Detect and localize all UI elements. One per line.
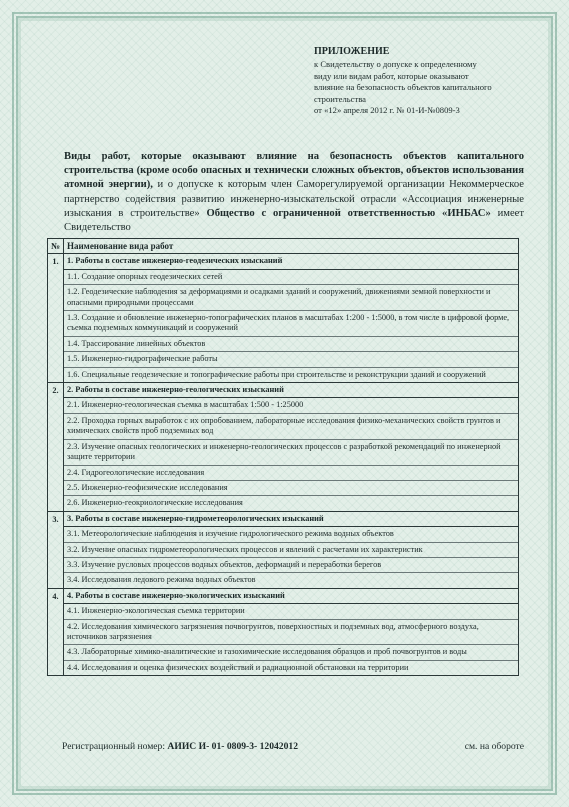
appendix-line: строительства [314,93,366,104]
appendix-block [314,46,524,116]
list-item: 3.1. Метеорологические наблюдения и изучение гидрологического режима водных объектов [64,527,518,542]
intro-paragraph [64,150,524,235]
appendix-line: от «12» апреля 2012 г. № 01-И-№0809-3 [314,105,460,116]
table-section-row [48,588,519,675]
table-section-row [48,511,519,588]
col-header-name: Наименование вида работ [64,239,519,254]
footer [62,741,524,752]
works-table [47,238,519,676]
section-title: 3. Работы в составе инженерно-гидрометеорологических изысканий [64,512,518,527]
list-item: 4.4. Исследования и оценка физических воздействий и радиационной обстановки на территории [67,662,409,672]
appendix-line: виду или видам работ, которые оказывают [314,70,469,81]
see-reverse-note: см. на обороте [464,741,524,752]
list-item: 2.4. Гидрогеологические исследования [64,466,518,481]
registration-label: Регистрационный номер: [62,741,168,752]
list-item: 4.1. Инженерно-экологическая съемка территории [64,604,518,619]
intro-company-name: Общество с ограниченной ответственностью «ИНБАС» [206,207,491,219]
list-item: 1.3. Создание и обновление инженерно-топографических планов в масштабах 1:200 - 1:5000, в том числе в цифровой форме, съемка подземных коммуникаций и сооружений [64,311,518,337]
list-item: 1.6. Специальные геодезические и топографические работы при строительстве и реконструкции зданий и сооружений [67,369,486,379]
section-cell [64,511,519,588]
list-item: 3.4. Исследования ледового режима водных объектов [67,575,256,585]
intro-text: и о допуске к которым член Саморегулируемой организации Некоммерческое партнерство содействия развитию инженерно-изыскательской отрасли «Ассоциация инженерные изыскания в строительстве» [64,179,525,219]
list-item: 3.2. Изучение опасных гидрометеорологических процессов и явлений с расчетами их характеристик [64,543,518,558]
intro-bold-works: Виды работ, которые оказывают влияние на безопасность объектов капитального строительства (кроме особо опасных и технически сложных объектов, объектов использования атомной энергии), [64,151,524,191]
table-header-row [48,239,519,254]
list-item: 2.5. Инженерно-геофизические исследования [64,481,518,496]
table-section-row [48,254,519,383]
section-cell [64,588,519,675]
section-title: 4. Работы в составе инженерно-экологических изысканий [64,589,518,604]
table-section-row [48,383,519,512]
list-item: 3.3. Изучение русловых процессов водных объектов, деформаций и переработки берегов [64,558,518,573]
list-item: 1.2. Геодезические наблюдения за деформациями и осадками зданий и сооружений, движениями земной поверхности и опасными природными процессами [64,285,518,311]
intro-text-end: имеет Свидетельство [64,207,525,234]
appendix-title: ПРИЛОЖЕНИЕ [314,46,390,57]
list-item: 1.1. Создание опорных геодезических сетей [64,270,518,285]
section-number: 3. [48,511,64,588]
section-cell [64,254,519,383]
list-item: 1.4. Трассирование линейных объектов [64,337,518,352]
list-item: 1.5. Инженерно-гидрографические работы [64,352,518,367]
list-item: 2.6. Инженерно-геокриологические исследования [67,498,243,508]
list-item: 4.2. Исследования химического загрязнения почвогрунтов, поверхностных и подземных вод, атмосферного воздуха, источников загрязнения [64,620,518,646]
appendix-line: к Свидетельству о допуске к определенному [314,59,477,70]
registration-value: АИИС И- 01- 0809-3- 12042012 [167,741,298,752]
list-item: 2.1. Инженерно-геологическая съемка в масштабах 1:500 - 1:25000 [64,398,518,413]
appendix-line: влияние на безопасность объектов капитального [314,82,492,93]
section-number: 2. [48,383,64,512]
list-item: 4.3. Лабораторные химико-аналитические и газохимические исследования образцов и проб почвогрунтов и воды [64,645,518,660]
section-number: 1. [48,254,64,383]
list-item: 2.2. Проходка горных выработок с их опробованием, лабораторные исследования физико-механических свойств грунтов и химических свойств проб подземных вод [64,414,518,440]
section-title: 1. Работы в составе инженерно-геодезических изысканий [64,254,518,269]
section-title: 2. Работы в составе инженерно-геологических изысканий [64,383,518,398]
col-header-num: № [48,239,64,254]
section-cell [64,383,519,512]
list-item: 2.3. Изучение опасных геологических и инженерно-геологических процессов с разработкой рекомендаций по инженерной защите территории [64,440,518,466]
section-number: 4. [48,588,64,675]
registration-number [62,741,298,752]
